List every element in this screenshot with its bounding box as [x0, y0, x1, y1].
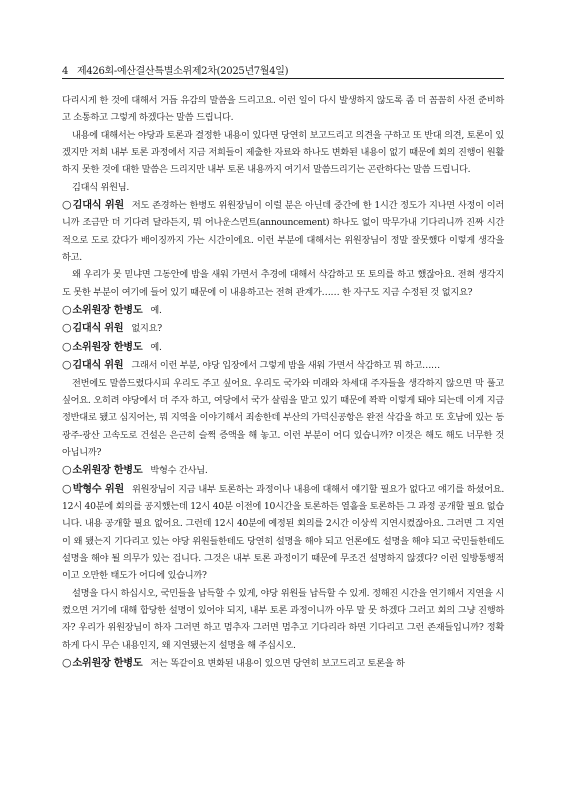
- speech-paragraph: [62, 654, 504, 672]
- speaker-circle-icon: ○: [62, 198, 72, 212]
- speaker-name: 김대식 위원: [72, 360, 124, 372]
- speaker-circle-icon: ○: [62, 656, 72, 669]
- speaker-name: 소위원장 한병도: [72, 658, 143, 669]
- speaker-name: 김대식 위원: [72, 200, 124, 212]
- transcript-body: [62, 92, 504, 672]
- text-paragraph: 김대식 위원님.: [72, 181, 130, 193]
- page-header: [62, 62, 288, 77]
- speech-text: 저는 똑같이요 변화된 내용이 있으면 당연히 보고드리고 토론을 하: [150, 658, 405, 669]
- speaker-circle-icon: ○: [62, 321, 72, 335]
- text-paragraph: 왜 우리가 못 믿냐면 그동안에 밤을 새워 가면서 추경에 대해서 삭감하고 또 토의를 하고 했잖아요. 전혀 생각지도 못한 부분이 여기에 들어 있기 때문에 이 내용하고는 전혀 관계가…… 한 자구도 지금 수정된 것 없지요?: [62, 269, 504, 298]
- speech-paragraph: [62, 461, 504, 479]
- speech-paragraph: [62, 338, 504, 356]
- text-paragraph: 다리시게 한 것에 대해서 거듭 유감의 말씀을 드리고요. 이런 일이 다시 발생하지 않도록 좀 더 꼼꼼히 사전 준비하고 소통하고 그렇게 하겠다는 말씀 드립니다.: [62, 95, 504, 124]
- speech-paragraph: [62, 196, 504, 266]
- header-rule: [62, 78, 504, 79]
- speaker-circle-icon: ○: [62, 303, 72, 317]
- speech-text: 저도 존경하는 한병도 위원장님이 이럴 분은 아닌데 중간에 한 1시간 정도가 지나면 사정이 이러니까 조금만 더 기다려 달라든지, 뭐 어나운스먼트(announcement) 하나도 없이 막무가내 기다리니까 진짜 시간적으로 도로 갔다가 배이징까지 가는 시간이에요. 이런 부분에 대해서는 위원장님이 정말 잘못했다 이렇게 생각을 하고.: [62, 200, 504, 264]
- speaker-name: 소위원장 한병도: [72, 305, 143, 317]
- speech-text: 없지요?: [131, 323, 162, 335]
- speech-text: 박형수 간사님.: [150, 465, 208, 477]
- speaker-name: 김대식 위원: [72, 323, 124, 335]
- speaker-circle-icon: ○: [62, 358, 72, 372]
- speech-text: 위원장님이 지금 내부 토론하는 과정이나 내용에 대해서 얘기할 필요가 없다고 얘기를 하셨어요. 12시 40분에 회의를 공지했는데 12시 40분 이전에 10시간을 토론하든 열흘을 토론하든 그 과정 공개할 필요 없습니다. 내용 공개할 필요 없어요. 그런데 12시 40분에 예정된 회의를 2시간 이상씩 지연시켰잖아요. 그러면 그 지연이 왜 됐는지 기다리고 있는 야당 위원들한테도 당연히 설명을 해야 되고 언론에도 설명을 해야 되고 국민들한테도 설명을 해야 될 의무가 있는 겁니다. 그것은 내부 토론 과정이기 때문에 무조건 설명하지 않겠다? 이런 일방통행적이고 오만한 태도가 어디에 있습니까?: [62, 483, 504, 582]
- speaker-circle-icon: ○: [62, 463, 72, 477]
- speech-paragraph: [62, 301, 504, 319]
- document-title: 제426회-예산결산특별소위제2차(2025년7월4일): [76, 66, 289, 77]
- text-paragraph: 내용에 대해서는 야당과 토론과 결정한 내용이 있다면 당연히 보고드리고 의견을 구하고 또 반대 의견, 토론이 있겠지만 저희 내부 토론 과정에서 지금 저희들이 제출한 자료와 하나도 변화된 내용이 없기 때문에 회의 진행이 원활하지 못한 것에 대한 말씀은 드리지만 내부 토론 내용까지 여기서 말씀드리기는 곤란하다는 말씀 드립니다.: [62, 129, 504, 176]
- speaker-circle-icon: ○: [62, 481, 72, 495]
- speech-text: 예.: [150, 341, 162, 353]
- speaker-name: 소위원장 한병도: [72, 341, 143, 353]
- speaker-circle-icon: ○: [62, 339, 72, 353]
- page-number: 4: [62, 66, 69, 77]
- speech-text: 예.: [150, 305, 162, 317]
- speech-paragraph: [62, 356, 504, 374]
- speaker-name: 박형수 위원: [72, 483, 124, 495]
- text-paragraph: 전번에도 말씀드렸다시피 우리도 주고 싶어요. 우리도 국가와 미래와 차세대 주자들을 생각하지 않으면 막 풀고 싶어요. 오히려 야당에서 더 주자 하고, 여당에서 국가 살림을 맡고 있기 때문에 꽉꽉 이렇게 돼야 되는데 이게 지금 정반대로 됐고 심지어는, 뭐 지역을 이야기해서 죄송한데 부산의 가덕신공항은 완전 삭감을 하고 또 호남에 있는 동광주-광산 고속도로 건설은 은근히 슬쩍 증액을 해 놓고. 이런 부분이 어디 있습니까? 이것은 해도 해도 너무한 것 아닙니까?: [62, 377, 504, 458]
- speech-paragraph: [62, 480, 504, 585]
- speech-text: 그래서 이런 부분, 야당 입장에서 그렇게 밤을 새워 가면서 삭감하고 뭐 하고……: [131, 360, 440, 372]
- speaker-name: 소위원장 한병도: [72, 465, 143, 477]
- text-paragraph: 설명을 다시 하십시오, 국민들을 납득할 수 있게, 야당 위원들 납득할 수 있게. 정해진 시간을 연기해서 지연을 시켰으면 거기에 대해 합당한 설명이 있어야 되지, 내부 토론 과정이니까 아무 말 못 하겠다 그러고 회의 그냥 진행하자? 우리가 위원장님이 하자 그러면 하고 멈추자 그러면 멈추고 기다리라 하면 기다리고 그런 존재들입니까? 정확하게 다시 무슨 내용인지, 왜 지연됐는지 설명을 해 주십시오.: [62, 587, 504, 651]
- speech-paragraph: [62, 319, 504, 337]
